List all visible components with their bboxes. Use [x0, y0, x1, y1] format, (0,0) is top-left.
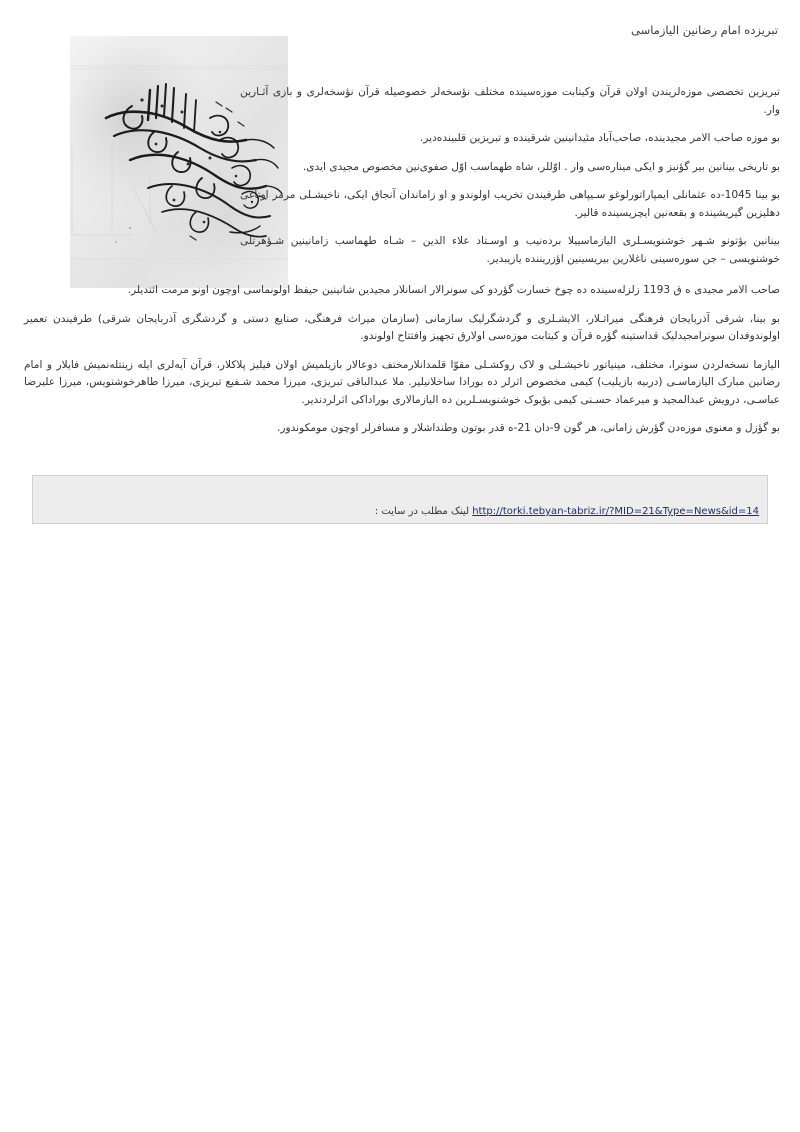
source-link-box	[32, 475, 768, 524]
article-body-lower	[24, 282, 780, 449]
paragraph: الیازما نسخه‌لردن سونرا، مختلف، مینیاتور ناخیشـلی و لاک روکشـلی مقوّا قلمدانلارمختف دوعالار بازیلمیش اولان فیلیز پلاکلار، قرآن آیه‌لری ایله زینتله‌نمیش فایلار و امام رضانین مبارک الیازماسـی (دربیه بازیلیب) کیمی مخصوص اثرلر ده بورادا ساخلانیلیر. ملا عبدالباقی تبریزی، میرزا محمد شـفیع تبریزی، میرزا طاهرخوشنویس، میرزا علیرضا عباسـی، درویش عبدالمجید و میرعماد حسـنی کیمی بؤیوک خوشنویسـلرین ده الیازمالاری بوراداکی اثرلردندیر.	[24, 358, 780, 406]
paragraph: بینانین بؤتونو شـهر خوشنویسـلری الیازماسییلا برده‌نیب و اوسـتاد علاء الدین – شـاه طهماسب زامانینین شـؤهرتلی خوشنویسی – جن سوره‌سینی ناغلارین بیریسینین اؤزریننده یازیبدیر.	[240, 235, 780, 265]
source-url-link[interactable]: http://torki.tebyan-tabriz.ir/?MID=21&Type=News&id=14	[472, 506, 759, 517]
paragraph: صاحب الامر مجیدی ه ق 1193 زلزله‌سینده ده چوخ خسارت گؤردو کی سونرالار انسانلار مجیدین شانینین حیفظ اولونماسی اوچون اونو مرمت ائتدیلر.	[127, 284, 780, 296]
article-header	[238, 22, 778, 38]
paragraph: بو تاریخی بینانین بیر گؤنبز و ایکی میناره‌سی وار . اوّللر، شاه طهماسب اوّل صفوی‌نین مخصوص مجیدی ایدی.	[302, 160, 780, 173]
source-link-label: لینک مطلب در سایت :	[374, 506, 469, 517]
source-link-line	[375, 505, 759, 519]
article-body-upper	[240, 84, 780, 279]
paragraph: بو بینا، شرقی آذربایجان فرهنگی میراثـلار، الایشـلری و گردشگرلیک سازمانی (سازمان میراث فرهنگی، صنایع دستی و گردشگری آذربایجان شرقی) طرفیندن تعمیر اولوندوفدان سونرامجیدلیک قداستینه گؤره قرآن و کیتابت موزه‌سی اولارق تجهیز وافتتاح اولوندو.	[24, 312, 780, 342]
paragraph: بو گؤزل و معنوی موزه‌دن گؤرش زامانی، هر گون 9-دان 21-ه قدر بوتون وطنداشلار و مسافرلر اوچون مومکوندور.	[277, 422, 780, 434]
paragraph: بو بینا 1045-ده عثمانلی ایمپاراتورلوغو سـیپاهی طرفیندن تخریب اولوندو و او زاماندان آنجاق ایکی، ناخیشـلی مرمر اوتاغی دهلیزین گیریشینده و بقعه‌نین ایچریسینده قالیر.	[240, 189, 780, 219]
paragraph: بو موزه صاحب الامر مجیدینده، صاحب‌آباد مئیدانینین شرقینده و تبریزین قلبینده‌دیر.	[419, 132, 780, 144]
paragraph: تبریزین تخصصی موزه‌لریندن اولان قرآن وکیتابت موزه‌سینده مختلف نؤسخه‌لر خصوصیله قرآن نؤسخه‌لری و بازی آثـارین وار.	[240, 86, 780, 116]
page-title: تبریزده امام رضانین الیازماسی	[630, 23, 778, 37]
